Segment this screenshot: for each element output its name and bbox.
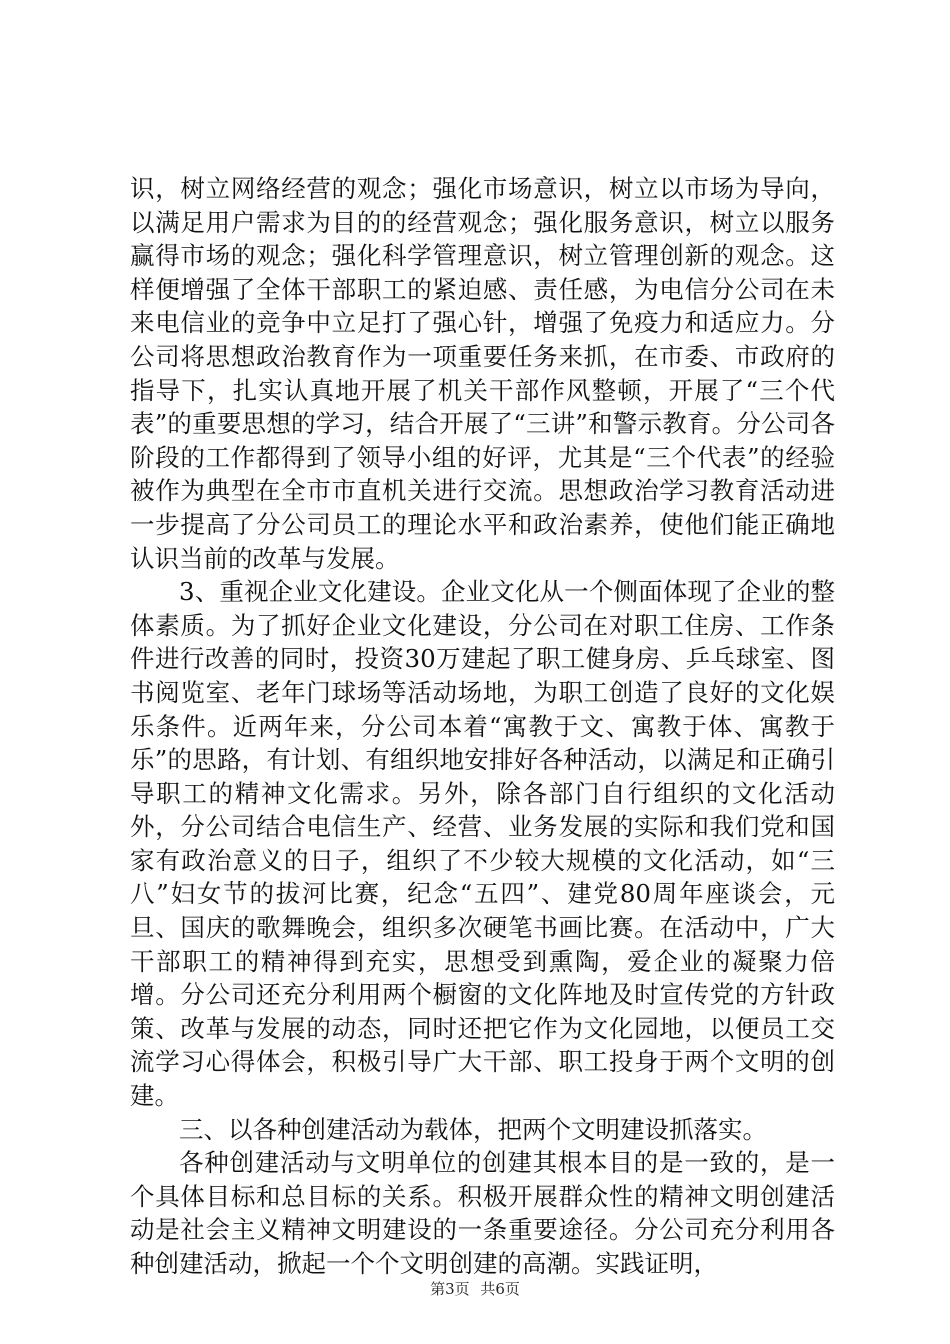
paragraph-corporate-culture: 3、重视企业文化建设。企业文化从一个侧面体现了企业的整体素质。为了抓好企业文化建设，分公司在对职工住房、工作条件进行改善的同时，投资30万建起了职工健身房、乒乓球室、图书阅览室、老年门球场等活动场地，为职工创造了良好的文化娱乐条件。近两年来，分公司本着“寓教于文、寓教于体、寓教于乐”的思路，有计划、有组织地安排好各种活动，以满足和正确引导职工的精神文化需求。另外，除各部门自行组织的文化活动外，分公司结合电信生产、经营、业务发展的实际和我们党和国家有政治意义的日子，组织了不少较大规模的文化活动，如“三八”妇女节的拔河比赛，纪念“五四”、建党80周年座谈会，元旦、国庆的歌舞晚会，组织多次硬笔书画比赛。在活动中，广大干部职工的精神得到充实，思想受到熏陶，爱企业的凝聚力倍增。分公司还充分利用两个橱窗的文化阵地及时宣传党的方针政策、改革与发展的动态，同时还把它作为文化园地，以便员工交流学习心得体会，积极引导广大干部、职工投身于两个文明的创建。 — [130, 577, 835, 1111]
page-footer — [0, 1278, 950, 1299]
document-body — [130, 172, 835, 1281]
page-total: 共6页 — [480, 1280, 520, 1298]
section-heading-creation-activities: 三、以各种创建活动为载体，把两个文明建设抓落实。 — [179, 1114, 767, 1144]
paragraph-ideology-education: 识，树立网络经营的观念；强化市场意识，树立以市场为导向，以满足用户需求为目的的经营观念；强化服务意识，树立以服务赢得市场的观念；强化科学管理意识，树立管理创新的观念。这样便增强了全体干部职工的紧迫感、责任感，为电信分公司在未来电信业的竞争中立足打了强心针，增强了免疫力和适应力。分公司将思想政治教育作为一项重要任务来抓，在市委、市政府的指导下，扎实认真地开展了机关干部作风整顿，开展了“三个代表”的重要思想的学习，结合开展了“三讲”和警示教育。分公司各阶段的工作都得到了领导小组的好评，尤其是“三个代表”的经验被作为典型在全市市直机关进行交流。思想政治学习教育活动进一步提高了分公司员工的理论水平和政治素养，使他们能正确地认识当前的改革与发展。 — [130, 174, 835, 573]
page-number: 第3页 — [430, 1280, 470, 1298]
paragraph-creation-activities: 各种创建活动与文明单位的创建其根本目的是一致的，是一个具体目标和总目标的关系。积极开展群众性的精神文明创建活动是社会主义精神文明建设的一条重要途径。分公司充分利用各种创建活动，掀起一个个文明创建的高潮。实践证明， — [130, 1148, 835, 1278]
